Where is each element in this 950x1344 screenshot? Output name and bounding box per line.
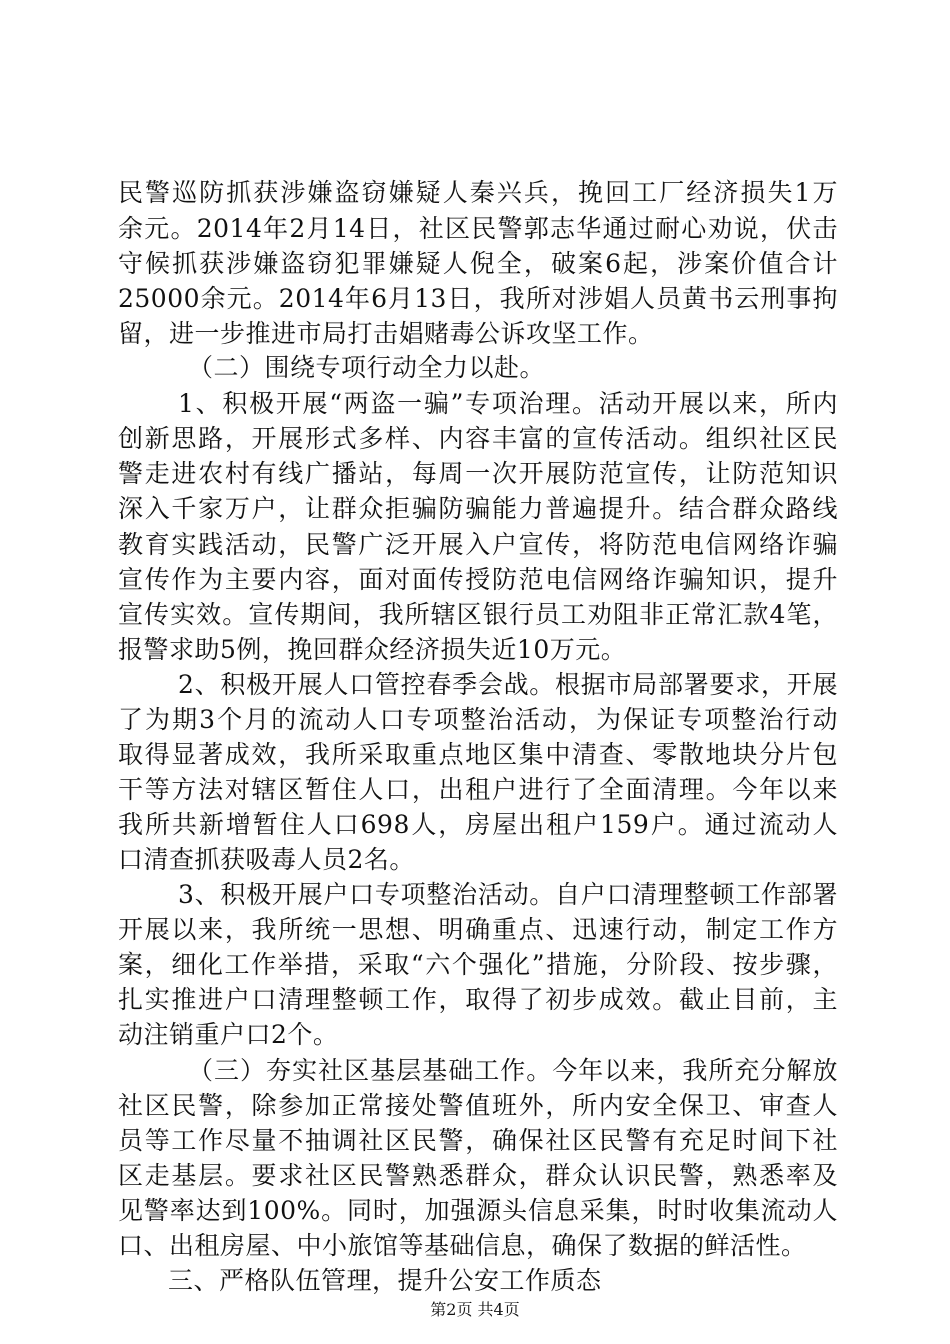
text-line-8: 创新思路，开展形式多样、内容丰富的宣传活动。组织社区民 xyxy=(118,424,838,453)
text-line-20: 口清查抓获吸毒人员2名。 xyxy=(118,845,415,874)
text-line-25: 动注销重户口2个。 xyxy=(118,1020,339,1049)
text-line-28: 员等工作尽量不抽调社区民警，确保社区民警有充足时间下社 xyxy=(118,1126,838,1155)
text-line-23: 案，细化工作举措，采取“六个强化”措施，分阶段、按步骤， xyxy=(118,950,838,979)
text-line-14: 报警求助5例，挽回群众经济损失近10万元。 xyxy=(118,635,627,664)
section-heading-3: （三）夯实社区基层基础工作。今年以来，我所充分解放 xyxy=(188,1056,838,1085)
text-line-16: 了为期3个月的流动人口专项整治活动，为保证专项整治行动 xyxy=(118,705,838,734)
text-line-11: 教育实践活动，民警广泛开展入户宣传，将防范电信网络诈骗 xyxy=(118,530,838,559)
text-line-1: 民警巡防抓获涉嫌盗窃嫌疑人秦兴兵，挽回工厂经济损失1万 xyxy=(118,178,838,207)
chapter-heading-3: 三、严格队伍管理，提升公安工作质态 xyxy=(168,1266,602,1295)
text-line-17: 取得显著成效，我所采取重点地区集中清查、零散地块分片包 xyxy=(118,740,838,769)
text-line-12: 宣传作为主要内容，面对面传授防范电信网络诈骗知识，提升 xyxy=(118,565,838,594)
text-line-2: 余元。2014年2月14日，社区民警郭志华通过耐心劝说，伏击 xyxy=(118,214,838,243)
text-line-27: 社区民警，除参加正常接处警值班外，所内安全保卫、审查人 xyxy=(118,1091,838,1120)
text-line-5: 留，进一步推进市局打击娼赌毒公诉攻坚工作。 xyxy=(118,319,654,348)
text-line-29: 区走基层。要求社区民警熟悉群众，群众认识民警，熟悉率及 xyxy=(118,1161,838,1190)
text-line-21: 3、积极开展户口专项整治活动。自户口清理整顿工作部署 xyxy=(178,880,838,909)
text-line-10: 深入千家万户，让群众拒骗防骗能力普遍提升。结合群众路线 xyxy=(118,494,838,523)
text-line-24: 扎实推进户口清理整顿工作，取得了初步成效。截止目前，主 xyxy=(118,985,838,1014)
section-heading-2: （二）围绕专项行动全力以赴。 xyxy=(188,353,546,382)
text-line-3: 守候抓获涉嫌盗窃犯罪嫌疑人倪全，破案6起，涉案价值合计 xyxy=(118,249,838,278)
text-line-18: 干等方法对辖区暂住人口，出租户进行了全面清理。今年以来 xyxy=(118,775,838,804)
text-line-30: 见警率达到100%。同时，加强源头信息采集，时时收集流动人 xyxy=(118,1196,838,1225)
text-line-22: 开展以来，我所统一思想、明确重点、迅速行动，制定工作方 xyxy=(118,915,838,944)
text-line-13: 宣传实效。宣传期间，我所辖区银行员工劝阻非正常汇款4笔， xyxy=(118,600,838,629)
page-footer: 第2页 共4页 xyxy=(430,1300,520,1319)
text-line-31: 口、出租房屋、中小旅馆等基础信息，确保了数据的鲜活性。 xyxy=(118,1231,807,1260)
text-line-15: 2、积极开展人口管控春季会战。根据市局部署要求，开展 xyxy=(178,670,838,699)
text-line-9: 警走进农村有线广播站，每周一次开展防范宣传，让防范知识 xyxy=(118,459,838,488)
text-line-4: 25000余元。2014年6月13日，我所对涉娼人员黄书云刑事拘 xyxy=(118,284,838,313)
text-line-7: 1、积极开展“两盗一骗”专项治理。活动开展以来，所内 xyxy=(178,389,838,418)
text-line-19: 我所共新增暂住人口698人，房屋出租户159户。通过流动人 xyxy=(118,810,838,839)
